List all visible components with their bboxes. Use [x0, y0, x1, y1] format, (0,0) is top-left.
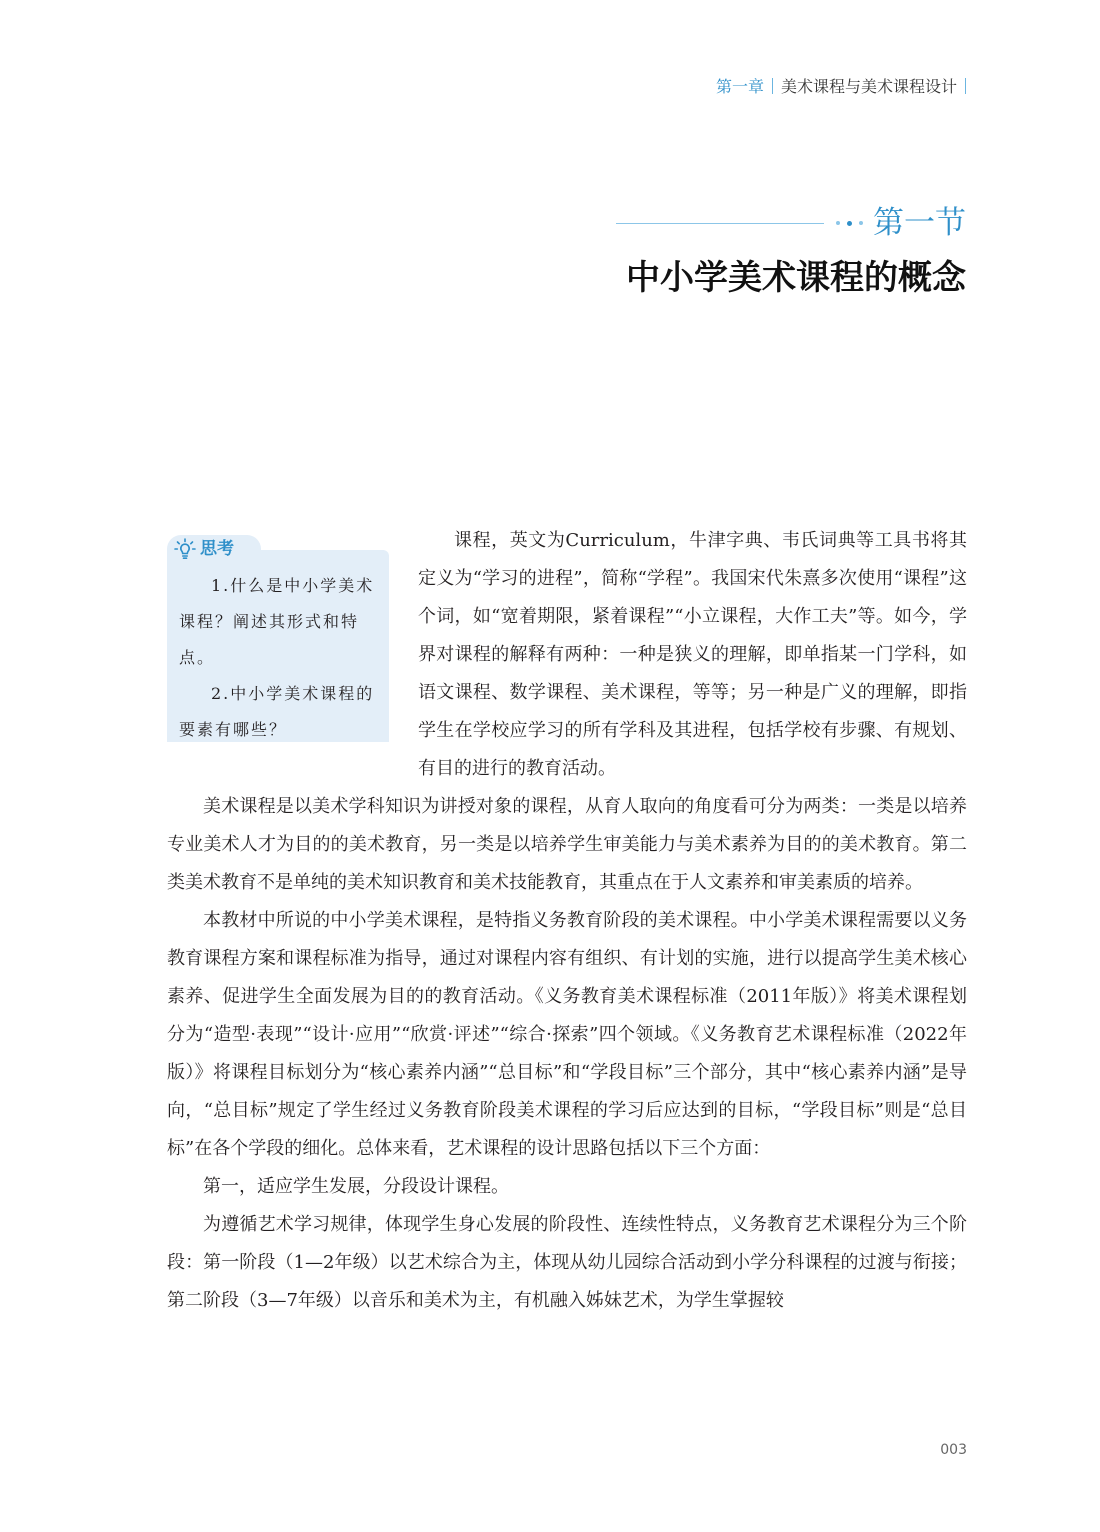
paragraph: 为遵循艺术学习规律，体现学生身心发展的阶段性、连续性特点，义务教育艺术课程分为三个阶段：第一阶段（1—2年级）以艺术综合为主，体现从幼儿园综合活动到小学分科课程的过渡与衔接；第二阶段（3—7年级）以音乐和美术为主，有机融入姊妹艺术，为学生掌握较 — [167, 1214, 967, 1311]
section-title: 中小学美术课程的概念 — [626, 258, 966, 298]
dot — [836, 221, 840, 225]
dot — [847, 221, 852, 226]
chapter-title: 美术课程与美术课程设计 — [780, 77, 957, 96]
section-dots — [836, 221, 863, 226]
paragraph: 第一，适应学生发展，分段设计课程。 — [203, 1176, 509, 1197]
page-number: 003 — [940, 1442, 967, 1458]
think-box-title: 思考 — [200, 539, 234, 559]
dot — [859, 221, 863, 225]
think-question: 1.什么是中小学美术课程？阐述其形式和特点。 — [179, 576, 375, 667]
chapter-number: 第一章 — [715, 77, 764, 96]
paragraph: 美术课程是以美术学科知识为讲授对象的课程，从育人取向的角度看可分为两类：一类是以培养专业美术人才为目的的美术教育，另一类是以培养学生审美能力与美术素养为目的的美术教育。第二类美术教育不是单纯的美术知识教育和美术技能教育，其重点在于人文素养和审美素质的培养。 — [167, 796, 967, 893]
running-header — [716, 76, 974, 98]
lightbulb-icon — [174, 538, 196, 560]
think-box-header — [174, 536, 234, 562]
section-number: 第一节 — [873, 205, 966, 241]
header-divider-end — [965, 78, 966, 94]
section-rule — [616, 223, 824, 224]
body-text — [167, 788, 967, 1320]
section-label — [616, 203, 966, 243]
paragraph: 本教材中所说的中小学美术课程，是特指义务教育阶段的美术课程。中小学美术课程需要以义务教育课程方案和课程标准为指导，通过对课程内容有组织、有计划的实施，进行以提高学生美术核心素养、促进学生全面发展为目的的教育活动。《义务教育美术课程标准（2011年版）》将美术课程划分为“造型·表现”“设计·应用”“欣赏·评述”“综合·探索”四个领域。《义务教育艺术课程标准（2022年版）》将课程目标划分为“核心素养内涵”“总目标”和“学段目标”三个部分，其中“核心素养内涵”是导向，“总目标”规定了学生经过义务教育阶段美术课程的学习后应达到的目标，“学段目标”则是“总目标”在各个学段的细化。总体来看，艺术课程的设计思路包括以下三个方面： — [167, 910, 967, 1159]
paragraph: 课程，英文为Curriculum，牛津字典、韦氏词典等工具书将其定义为“学习的进程”，简称“学程”。我国宋代朱熹多次使用“课程”这个词，如“宽着期限，紧着课程”“小立课程，大作工夫”等。如今，学界对课程的解释有两种：一种是狭义的理解，即单指某一门学科，如语文课程、数学课程、美术课程，等等；另一种是广义的理解，即指学生在学校应学习的所有学科及其进程，包括学校有步骤、有规划、有目的进行的教育活动。 — [418, 530, 967, 779]
intro-paragraph — [418, 522, 967, 788]
think-box-questions — [179, 568, 377, 748]
header-divider — [772, 78, 773, 94]
think-question: 2.中小学美术课程的要素有哪些？ — [179, 684, 375, 739]
